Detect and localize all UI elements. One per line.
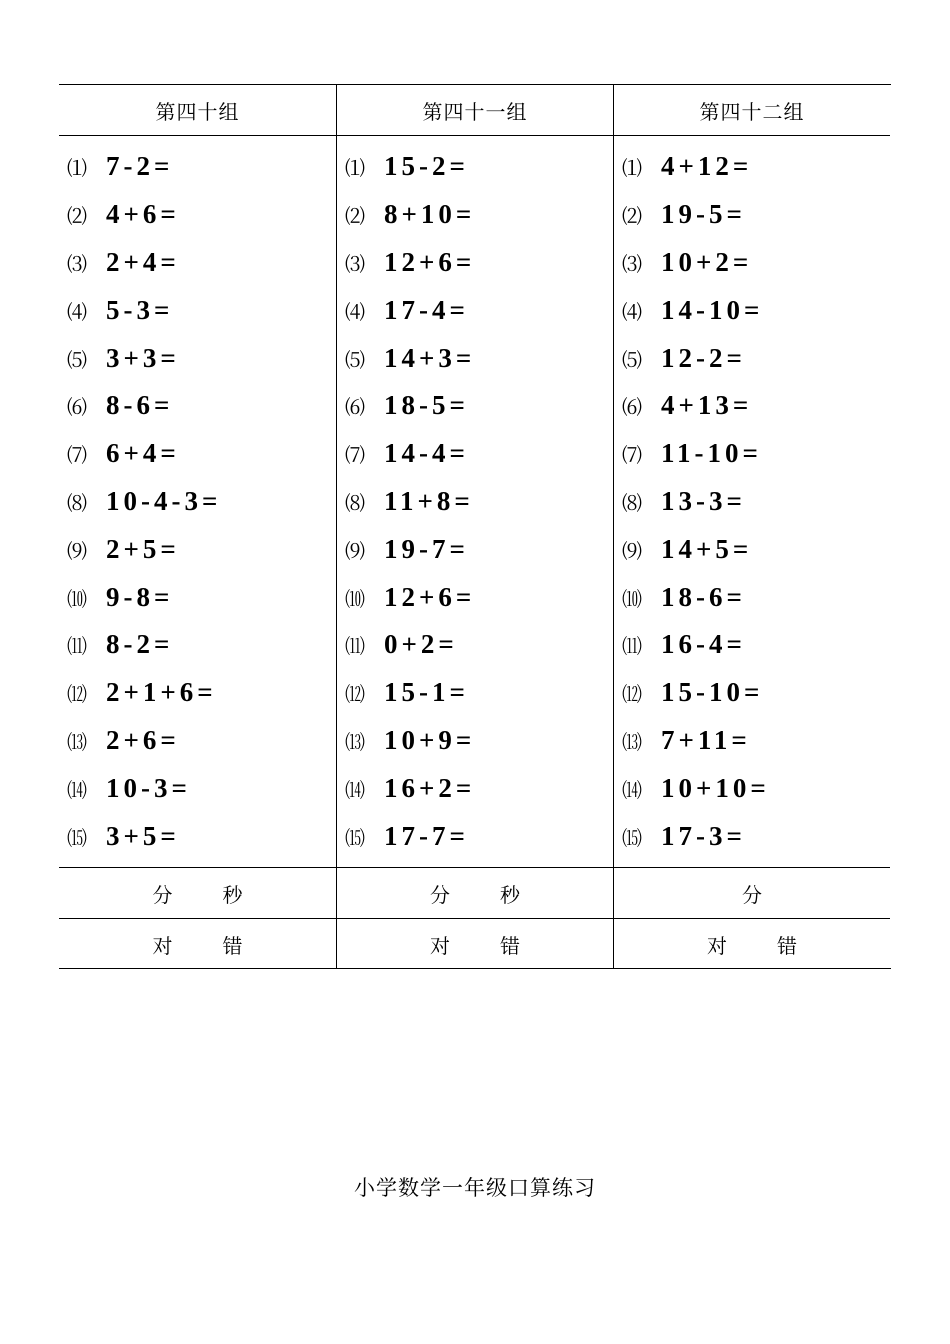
problem-number: ⒁: [67, 777, 86, 802]
problem-expression: 10-3=: [106, 772, 191, 803]
problem-row: [614, 717, 890, 765]
correct-label: 对: [430, 933, 450, 958]
problem-row: [614, 669, 890, 717]
problem-expression: 4+6=: [106, 199, 180, 230]
problem-row: [614, 286, 890, 334]
problem-expression: 16-4=: [661, 629, 746, 660]
group-column: [59, 85, 336, 968]
problem-expression: 2+1+6=: [106, 677, 217, 708]
score-row: [59, 918, 336, 969]
problem-expression: 3+3=: [106, 342, 180, 373]
seconds-label: 秒: [500, 882, 520, 907]
problem-row: [337, 382, 613, 430]
problem-number: ⑴: [622, 156, 641, 181]
problem-row: [59, 621, 336, 669]
problem-number: ⑷: [345, 299, 364, 324]
problem-row: [614, 573, 890, 621]
problem-row: [337, 143, 613, 191]
problem-number: ⑸: [345, 347, 364, 372]
group-column: [336, 85, 613, 968]
problem-expression: 19-7=: [384, 533, 469, 564]
group-title: 第四十二组: [614, 85, 890, 136]
problem-list: [614, 136, 890, 867]
problem-number: ⑽: [345, 586, 364, 611]
problem-expression: 5-3=: [106, 294, 174, 325]
problem-row: [59, 764, 336, 812]
problem-number: ⑿: [67, 682, 86, 707]
problem-expression: 7+11=: [661, 724, 751, 755]
problem-row: [59, 334, 336, 382]
problem-expression: 17-7=: [384, 820, 469, 851]
score-row: [614, 918, 890, 969]
group-title: 第四十一组: [337, 85, 613, 136]
correct-label: 对: [707, 933, 727, 958]
problem-expression: 10-4-3=: [106, 485, 222, 516]
problem-number: ⑼: [345, 538, 364, 563]
problem-row: [59, 717, 336, 765]
problem-list: [59, 136, 336, 867]
problem-row: [59, 478, 336, 526]
time-row: [59, 867, 336, 918]
problem-row: [59, 669, 336, 717]
time-row: [337, 867, 613, 918]
problem-row: [614, 478, 890, 526]
problem-row: [614, 191, 890, 239]
problem-expression: 8-2=: [106, 629, 174, 660]
problem-number: ⒂: [622, 825, 641, 850]
problem-row: [337, 717, 613, 765]
problem-row: [614, 382, 890, 430]
problem-expression: 18-5=: [384, 390, 469, 421]
problem-expression: 2+6=: [106, 724, 180, 755]
problem-number: ⑻: [622, 490, 641, 515]
problem-expression: 2+4=: [106, 246, 180, 277]
problem-row: [337, 812, 613, 860]
correct-label: 对: [152, 933, 173, 958]
problem-number: ⑹: [67, 395, 86, 420]
problem-number: ⑶: [622, 251, 641, 276]
problem-expression: 19-5=: [661, 199, 746, 230]
problem-expression: 14-10=: [661, 294, 764, 325]
problem-row: [614, 239, 890, 287]
problem-number: ⑵: [345, 204, 364, 229]
problem-expression: 14-4=: [384, 438, 469, 469]
problem-row: [59, 430, 336, 478]
problem-expression: 4+13=: [661, 390, 753, 421]
problem-row: [59, 573, 336, 621]
problem-expression: 12-2=: [661, 342, 746, 373]
problem-row: [614, 334, 890, 382]
problem-number: ⑾: [345, 634, 364, 659]
wrong-label: 错: [777, 933, 797, 958]
problem-list: [337, 136, 613, 867]
problem-expression: 16+2=: [384, 772, 476, 803]
problem-row: [59, 191, 336, 239]
problem-expression: 14+3=: [384, 342, 476, 373]
group-column: [613, 85, 890, 968]
wrong-label: 错: [222, 933, 243, 958]
problem-number: ⒂: [345, 825, 364, 850]
minutes-label: 分: [742, 882, 762, 907]
problem-number: ⑹: [622, 395, 641, 420]
problem-expression: 15-2=: [384, 151, 469, 182]
problem-number: ⑹: [345, 395, 364, 420]
problem-expression: 8+10=: [384, 199, 476, 230]
problem-row: [59, 382, 336, 430]
score-row: [337, 918, 613, 969]
problem-expression: 17-4=: [384, 294, 469, 325]
problem-row: [337, 430, 613, 478]
problem-number: ⑷: [67, 299, 86, 324]
problem-number: ⑺: [622, 443, 641, 468]
problem-row: [59, 286, 336, 334]
problem-expression: 14+5=: [661, 533, 753, 564]
problem-row: [614, 143, 890, 191]
problem-expression: 7-2=: [106, 151, 174, 182]
problem-number: ⑾: [67, 634, 86, 659]
problem-number: ⑺: [67, 443, 86, 468]
problem-number: ⒀: [345, 729, 364, 754]
problem-expression: 6+4=: [106, 438, 180, 469]
problem-expression: 3+5=: [106, 820, 180, 851]
problem-expression: 9-8=: [106, 581, 174, 612]
problem-expression: 15-10=: [661, 677, 764, 708]
problem-row: [337, 286, 613, 334]
problem-number: ⑻: [67, 490, 86, 515]
problem-number: ⒂: [67, 825, 86, 850]
problem-expression: 4+12=: [661, 151, 753, 182]
problem-number: ⑶: [345, 251, 364, 276]
problem-expression: 13-3=: [661, 485, 746, 516]
problem-expression: 12+6=: [384, 246, 476, 277]
problem-row: [337, 621, 613, 669]
problem-expression: 2+5=: [106, 533, 180, 564]
problem-number: ⑸: [622, 347, 641, 372]
problem-row: [614, 621, 890, 669]
problem-number: ⑼: [67, 538, 86, 563]
problem-row: [337, 239, 613, 287]
problem-row: [337, 334, 613, 382]
problem-row: [614, 812, 890, 860]
wrong-label: 错: [500, 933, 520, 958]
problem-expression: 18-6=: [661, 581, 746, 612]
problem-row: [614, 430, 890, 478]
problem-number: ⑼: [622, 538, 641, 563]
problem-expression: 8-6=: [106, 390, 174, 421]
problem-number: ⑴: [67, 156, 86, 181]
worksheet-table: [59, 84, 891, 969]
problem-row: [59, 812, 336, 860]
problem-row: [614, 764, 890, 812]
problem-number: ⒁: [622, 777, 641, 802]
problem-number: ⑽: [622, 586, 641, 611]
problem-expression: 10+2=: [661, 246, 753, 277]
problem-number: ⑿: [622, 682, 641, 707]
problem-expression: 15-1=: [384, 677, 469, 708]
problem-row: [337, 478, 613, 526]
problem-number: ⑶: [67, 251, 86, 276]
problem-number: ⒁: [345, 777, 364, 802]
problem-number: ⑾: [622, 634, 641, 659]
problem-number: ⑵: [622, 204, 641, 229]
problem-number: ⑺: [345, 443, 364, 468]
time-row: [614, 867, 890, 918]
problem-number: ⑻: [345, 490, 364, 515]
problem-expression: 12+6=: [384, 581, 476, 612]
minutes-label: 分: [152, 882, 173, 907]
problem-expression: 10+9=: [384, 724, 476, 755]
problem-number: ⑷: [622, 299, 641, 324]
worksheet-caption: 小学数学一年级口算练习: [354, 1176, 596, 1200]
problem-number: ⑸: [67, 347, 86, 372]
problem-row: [337, 191, 613, 239]
problem-expression: 10+10=: [661, 772, 770, 803]
problem-row: [337, 669, 613, 717]
problem-expression: 11-10=: [661, 438, 762, 469]
problem-row: [59, 525, 336, 573]
problem-number: ⑴: [345, 156, 364, 181]
problem-row: [614, 525, 890, 573]
minutes-label: 分: [430, 882, 450, 907]
problem-number: ⒀: [622, 729, 641, 754]
problem-number: ⑵: [67, 204, 86, 229]
problem-row: [337, 764, 613, 812]
problem-row: [59, 239, 336, 287]
seconds-label: 秒: [222, 882, 243, 907]
problem-row: [337, 573, 613, 621]
problem-row: [337, 525, 613, 573]
problem-row: [59, 143, 336, 191]
group-title: 第四十组: [59, 85, 336, 136]
problem-expression: 17-3=: [661, 820, 746, 851]
problem-number: ⒀: [67, 729, 86, 754]
problem-expression: 0+2=: [384, 629, 458, 660]
problem-expression: 11+8=: [384, 485, 474, 516]
problem-number: ⑽: [67, 586, 86, 611]
problem-number: ⑿: [345, 682, 364, 707]
